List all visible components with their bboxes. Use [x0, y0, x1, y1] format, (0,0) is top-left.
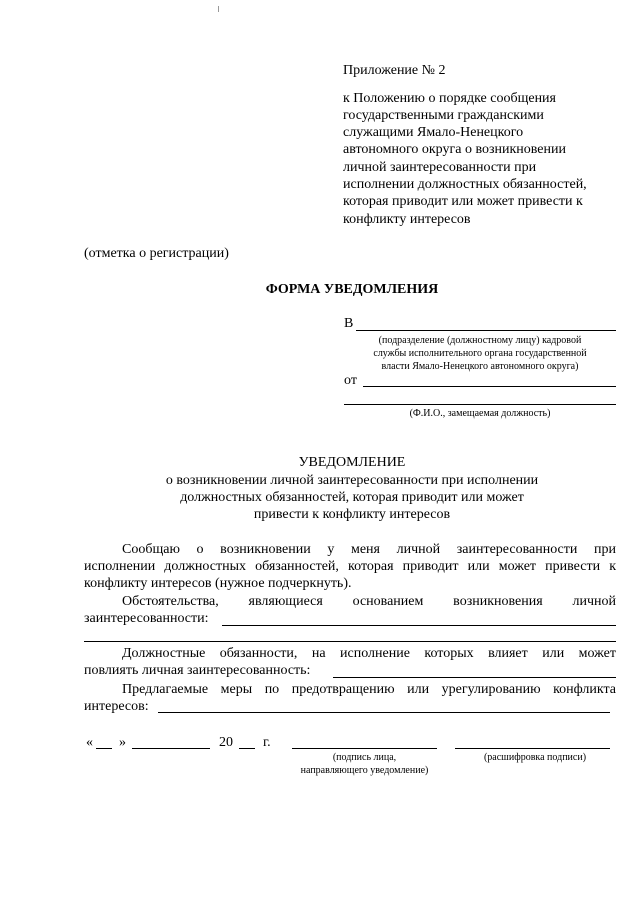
date-year-line[interactable] — [239, 748, 255, 749]
signature-decode-caption: (расшифровка подписи) — [483, 752, 587, 763]
signature-decode-line[interactable] — [455, 748, 610, 749]
from-field-line[interactable] — [363, 386, 616, 387]
body-p1-line-3: конфликту интересов (нужное подчеркнуть). — [84, 576, 352, 591]
from-caption: (Ф.И.О., замещаемая должность) — [409, 408, 551, 419]
signature-caption-2: направляющего уведомление) — [300, 765, 429, 776]
measures-field-line[interactable] — [158, 712, 610, 713]
appendix-line-4: автономного округа о возникновении — [343, 142, 566, 157]
date-day-line[interactable] — [96, 748, 112, 749]
appendix-line-2: государственными гражданскими — [343, 108, 544, 123]
body-p3-line-1: Должностные обязанности, на исполнение которых влияет или может — [122, 646, 616, 661]
appendix-line-8: конфликту интересов — [343, 212, 471, 227]
date-quote-close: » — [119, 735, 126, 750]
date-year: 20 — [219, 735, 233, 750]
body-p4-line-1: Предлагаемые меры по предотвращению или урегулированию конфликта — [122, 682, 616, 697]
appendix-line-1: к Положению о порядке сообщения — [343, 91, 556, 106]
from-field-line-2[interactable] — [344, 404, 616, 405]
date-quote-open: « — [86, 735, 93, 750]
circumstances-field-line-2[interactable] — [84, 641, 616, 642]
body-p1-line-2: исполнении должностных обязанностей, которая приводит или может привести к — [84, 559, 616, 574]
to-prefix: В — [344, 316, 354, 331]
to-caption-3: власти Ямало-Ненецкого автономного округа) — [381, 361, 579, 372]
scan-mark — [218, 6, 219, 12]
date-year-suffix: г. — [263, 735, 271, 750]
date-month-line[interactable] — [132, 748, 210, 749]
duties-field-line[interactable] — [333, 677, 616, 678]
body-p1-line-1: Сообщаю о возникновении у меня личной заинтересованности при — [122, 542, 616, 557]
from-prefix: от — [344, 373, 357, 388]
to-caption-2: службы исполнительного органа государственной — [373, 348, 587, 359]
appendix-line-3: служащими Ямало-Ненецкого — [343, 125, 524, 140]
body-p4-line-2: интересов: — [84, 699, 149, 714]
notice-subtitle-2: должностных обязанностей, которая приводит или может — [180, 490, 524, 505]
body-p3-line-2: повлиять личная заинтересованность: — [84, 663, 311, 678]
appendix-title: Приложение № 2 — [343, 63, 446, 78]
signature-line[interactable] — [292, 748, 437, 749]
body-p2-line-2: заинтересованности: — [84, 611, 209, 626]
appendix-line-5: личной заинтересованности при — [343, 160, 537, 175]
notice-subtitle-1: о возникновении личной заинтересованности при исполнении — [165, 473, 539, 488]
body-p2-line-1: Обстоятельства, являющиеся основанием возникновения личной — [122, 594, 616, 609]
form-title: ФОРМА УВЕДОМЛЕНИЯ — [265, 282, 439, 297]
to-caption-1: (подразделение (должностному лицу) кадровой — [378, 335, 582, 346]
appendix-line-7: которая приводит или может привести к — [343, 194, 583, 209]
appendix-line-6: исполнении должностных обязанностей, — [343, 177, 587, 192]
notice-title: УВЕДОМЛЕНИЕ — [298, 455, 406, 470]
circumstances-field-line[interactable] — [222, 625, 616, 626]
notice-subtitle-3: привести к конфликту интересов — [253, 507, 451, 522]
signature-caption-1: (подпись лица, — [332, 752, 397, 763]
registration-mark: (отметка о регистрации) — [84, 246, 229, 261]
to-field-line[interactable] — [356, 330, 616, 331]
